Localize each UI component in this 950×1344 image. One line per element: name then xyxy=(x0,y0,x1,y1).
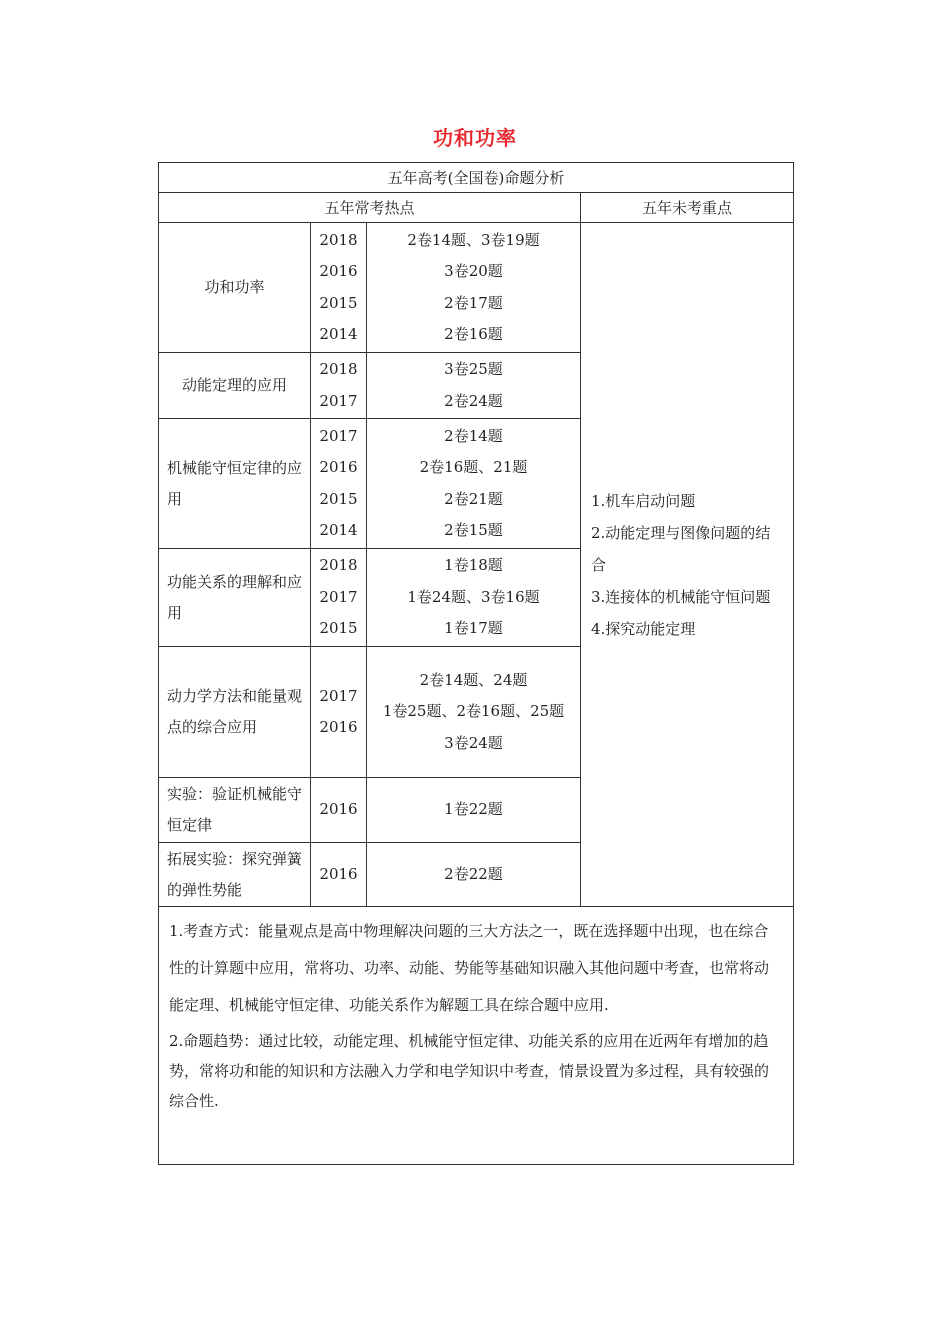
topic-name: 拓展实验：探究弹簧的弹性势能 xyxy=(159,843,311,907)
year: 2015 xyxy=(319,619,358,638)
topic-questions xyxy=(367,778,581,843)
topic-years xyxy=(311,549,367,647)
question: 1卷17题 xyxy=(444,619,503,638)
year: 2015 xyxy=(319,293,358,312)
analysis-table xyxy=(158,162,794,1165)
question: 2卷22题 xyxy=(444,864,503,883)
summary-cell xyxy=(159,907,794,1165)
year: 2016 xyxy=(319,718,358,736)
topic-questions xyxy=(367,843,581,907)
question: 1卷25题、2卷16题、25题 xyxy=(382,702,565,721)
topic-questions xyxy=(367,353,581,419)
question: 2卷16题 xyxy=(444,325,503,343)
summary-paragraph: 2.命题趋势：通过比较，动能定理、机械能守恒定律、功能关系的应用在近两年有增加的趋势，常将功和能的知识和方法融入力学和电学知识中考查，情景设置为多过程，具有较强的综合性. xyxy=(169,1032,770,1110)
question: 2卷21题 xyxy=(444,489,503,508)
topic-name: 实验：验证机械能守恒定律 xyxy=(159,778,311,843)
year: 2018 xyxy=(319,360,358,378)
cold-point: 3.连接体的机械能守恒问题 xyxy=(591,587,771,606)
topic-years xyxy=(311,647,367,778)
year: 2017 xyxy=(319,426,358,445)
question: 2卷16题、21题 xyxy=(419,458,528,476)
topic-name: 机械能守恒定律的应用 xyxy=(159,419,311,549)
cold-point: 1.机车启动问题 xyxy=(591,491,696,510)
year: 2016 xyxy=(319,458,358,476)
topic-years xyxy=(311,223,367,353)
year: 2017 xyxy=(319,391,358,410)
question: 1卷18题 xyxy=(444,556,503,575)
question: 2卷14题、24题 xyxy=(419,670,528,689)
cold-points xyxy=(581,223,794,907)
question: 3卷24题 xyxy=(444,733,503,752)
column-header-cold: 五年未考重点 xyxy=(581,193,794,223)
topic-years xyxy=(311,353,367,419)
question: 2卷14题 xyxy=(444,426,503,445)
question: 3卷25题 xyxy=(444,360,503,378)
page-title: 功和功率 xyxy=(433,126,517,150)
topic-name: 动能定理的应用 xyxy=(159,353,311,419)
year: 2018 xyxy=(319,230,358,249)
table-caption: 五年高考(全国卷)命题分析 xyxy=(159,163,794,193)
topic-questions xyxy=(367,549,581,647)
topic-name: 动力学方法和能量观点的综合应用 xyxy=(159,647,311,778)
question: 3卷20题 xyxy=(444,262,503,280)
topic-years xyxy=(311,778,367,843)
cold-point: 4.探究动能定理 xyxy=(591,619,696,638)
topic-name: 功能关系的理解和应用 xyxy=(159,549,311,647)
year: 2015 xyxy=(319,489,358,508)
topic-years xyxy=(311,419,367,549)
year: 2016 xyxy=(319,800,358,819)
question: 2卷24题 xyxy=(444,391,503,410)
question: 1卷22题 xyxy=(444,800,503,819)
topic-name: 功和功率 xyxy=(159,223,311,353)
year: 2018 xyxy=(319,556,358,575)
year: 2017 xyxy=(319,587,358,606)
summary-paragraph: 1.考查方式：能量观点是高中物理解决问题的三大方法之一，既在选择题中出现，也在综合性的计算题中应用，常将功、功率、动能、势能等基础知识融入其他问题中考查，也常将动能定理、机械能守恒定律、功能关系作为解题工具在综合题中应用. xyxy=(169,922,770,1014)
question: 2卷14题、3卷19题 xyxy=(407,230,540,249)
year: 2014 xyxy=(319,521,358,539)
topic-questions xyxy=(367,223,581,353)
year: 2016 xyxy=(319,262,358,280)
year: 2017 xyxy=(319,686,358,705)
question: 1卷24题、3卷16题 xyxy=(407,587,540,606)
topic-questions xyxy=(367,647,581,778)
question: 2卷17题 xyxy=(444,293,503,312)
year: 2014 xyxy=(319,325,358,343)
topic-years xyxy=(311,843,367,907)
question: 2卷15题 xyxy=(444,521,503,539)
topic-questions xyxy=(367,419,581,549)
column-header-hot: 五年常考热点 xyxy=(159,193,581,223)
year: 2016 xyxy=(319,864,358,883)
cold-point: 2.动能定理与图像问题的结合 xyxy=(591,523,771,574)
